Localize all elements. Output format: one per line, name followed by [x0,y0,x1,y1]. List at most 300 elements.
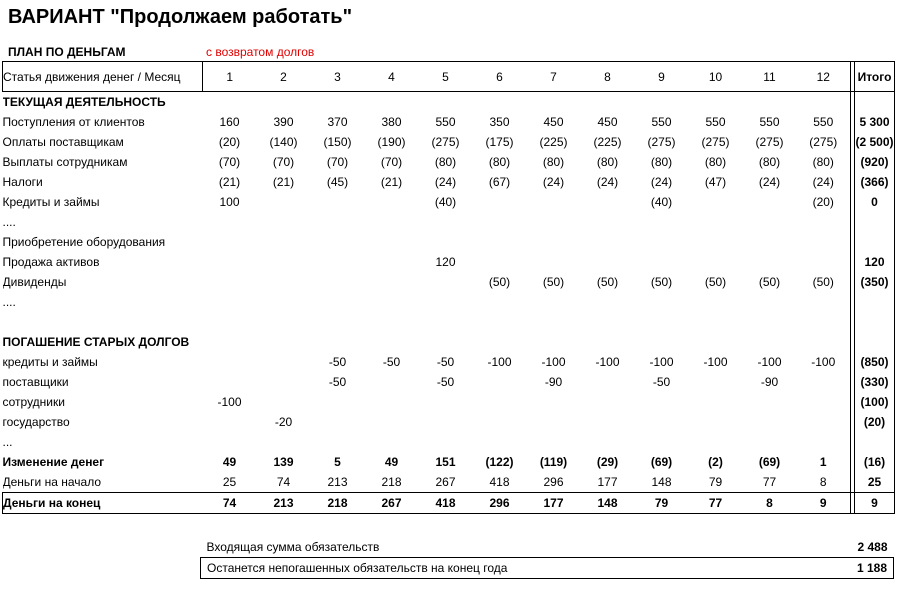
month-cell [473,292,527,312]
table-row [3,92,895,113]
table-row [3,252,895,272]
summary-label: Останется непогашенных обязательств на конец года [201,558,822,579]
month-cell: 139 [273,455,294,469]
month-cell [203,312,257,332]
header-label: Статья движения денег / Месяц [3,62,203,92]
month-cell [689,232,743,252]
month-cell: (50) [704,275,727,289]
month-cell [743,412,797,432]
month-cell: (70) [326,155,349,169]
row-label: сотрудники [2,395,65,409]
month-cell: (21) [272,175,295,189]
table-row [3,212,895,232]
month-cell [311,292,365,312]
row-label: Кредиты и займы [2,195,100,209]
month-cell: (67) [488,175,511,189]
month-cell [257,192,311,212]
total-cell [855,292,895,312]
month-cell [797,332,851,352]
header-month: 8 [581,62,635,92]
month-cell [203,212,257,232]
table-row [3,272,895,292]
month-cell: -50 [652,375,671,389]
plan-label: ПЛАН ПО ДЕНЬГАМ [8,45,126,59]
month-cell: (119) [539,455,568,469]
month-cell: 100 [219,195,240,209]
month-cell [797,232,851,252]
month-cell [311,432,365,452]
row-label: ПОГАШЕНИЕ СТАРЫХ ДОЛГОВ [2,335,190,349]
table-row [3,152,895,172]
month-cell: (275) [755,135,784,149]
month-cell: 296 [543,475,564,489]
month-cell [581,252,635,272]
month-cell [581,432,635,452]
month-cell: (80) [542,155,565,169]
total-cell: (100) [855,392,895,412]
month-cell: (40) [434,195,457,209]
month-cell [257,212,311,232]
month-cell: 160 [219,115,240,129]
month-cell [365,192,419,212]
month-cell [203,412,257,432]
month-cell: (80) [758,155,781,169]
total-cell: (850) [855,352,895,372]
month-cell: (50) [488,275,511,289]
month-cell [473,372,527,392]
month-cell: (150) [323,135,352,149]
month-cell: 148 [581,493,635,514]
month-cell [419,272,473,292]
month-cell [527,212,581,232]
table-header-row [3,62,895,92]
row-label: поставщики [2,375,69,389]
month-cell [365,432,419,452]
month-cell [257,272,311,292]
month-cell [473,412,527,432]
month-cell [527,312,581,332]
month-cell: (190) [377,135,406,149]
month-cell: (70) [218,155,241,169]
month-cell [203,232,257,252]
month-cell [797,372,851,392]
month-cell [257,252,311,272]
month-cell [581,232,635,252]
month-cell [743,232,797,252]
month-cell [473,252,527,272]
month-cell: (80) [596,155,619,169]
month-cell [743,332,797,352]
month-cell [473,392,527,412]
month-cell: -100 [703,355,728,369]
month-cell: (24) [434,175,457,189]
month-cell: 267 [365,493,419,514]
month-cell: (21) [380,175,403,189]
table-row [3,172,895,192]
month-cell [257,312,311,332]
table-row [3,352,895,372]
total-cell: 9 [855,493,895,514]
row-label: государство [2,415,70,429]
month-cell: 177 [527,493,581,514]
header-month: 12 [797,62,851,92]
month-cell [419,432,473,452]
month-cell: -50 [328,375,347,389]
row-label: .... [2,215,16,229]
row-label: Приобретение оборудования [2,235,166,249]
month-cell [743,432,797,452]
month-cell [365,312,419,332]
month-cell: -100 [595,355,620,369]
month-cell [473,192,527,212]
month-cell [581,412,635,432]
month-cell [203,292,257,312]
month-cell: 380 [381,115,402,129]
month-cell: (20) [218,135,241,149]
month-cell [527,192,581,212]
table-row [3,432,895,452]
month-cell [419,332,473,352]
month-cell: (275) [701,135,730,149]
table-row [3,472,895,493]
month-cell: 120 [435,255,456,269]
month-cell [365,252,419,272]
month-cell: (40) [650,195,673,209]
month-cell: 370 [327,115,348,129]
month-cell [581,392,635,412]
row-label: Налоги [2,175,43,189]
month-cell [311,192,365,212]
month-cell: (50) [758,275,781,289]
table-row [3,372,895,392]
month-cell: 8 [743,493,797,514]
month-cell: (122) [485,455,514,469]
month-cell [581,192,635,212]
month-cell: 8 [819,475,827,489]
table-row [3,493,895,514]
summary-row [201,537,894,558]
month-cell: (69) [758,455,781,469]
month-cell: 418 [419,493,473,514]
month-cell: (80) [488,155,511,169]
month-cell [419,292,473,312]
month-cell: 177 [597,475,618,489]
month-cell [527,432,581,452]
month-cell [527,232,581,252]
summary-value: 1 188 [821,558,894,579]
month-cell: (50) [542,275,565,289]
table-row [3,192,895,212]
row-label: .... [2,295,16,309]
total-cell: 0 [855,192,895,212]
month-cell [689,92,743,113]
month-cell: (275) [647,135,676,149]
month-cell: 296 [473,493,527,514]
month-cell [311,332,365,352]
month-cell: -100 [757,355,782,369]
header-month: 6 [473,62,527,92]
month-cell [473,232,527,252]
table-row [3,332,895,352]
month-cell: -100 [649,355,674,369]
row-label: ТЕКУЩАЯ ДЕЯТЕЛЬНОСТЬ [2,95,166,109]
row-label: Изменение денег [2,455,105,469]
month-cell [743,92,797,113]
month-cell: (275) [431,135,460,149]
month-cell [365,92,419,113]
month-cell [203,252,257,272]
row-label: Дивиденды [2,275,67,289]
month-cell [797,312,851,332]
month-cell: (24) [812,175,834,189]
month-cell: (24) [758,175,781,189]
month-cell [635,392,689,412]
month-cell: (275) [809,135,838,149]
month-cell [311,232,365,252]
month-cell: (80) [650,155,673,169]
table-row [3,232,895,252]
month-cell [365,272,419,292]
month-cell: (70) [380,155,403,169]
total-cell: (366) [855,172,895,192]
summary-value: 2 488 [857,540,888,554]
month-cell [311,392,365,412]
month-cell: (69) [650,455,673,469]
total-cell: (20) [855,412,895,432]
header-month: 5 [419,62,473,92]
month-cell [689,412,743,432]
month-cell: -100 [217,395,242,409]
month-cell [365,212,419,232]
month-cell [635,232,689,252]
total-cell: 120 [855,252,895,272]
month-cell [797,432,851,452]
month-cell [797,392,851,412]
month-cell: 550 [705,115,726,129]
month-cell [635,212,689,232]
month-cell: (80) [812,155,834,169]
month-cell [311,312,365,332]
month-cell [257,352,311,372]
total-cell [855,332,895,352]
month-cell [743,192,797,212]
month-cell [635,252,689,272]
month-cell: (47) [704,175,727,189]
month-cell: (24) [542,175,565,189]
month-cell [689,292,743,312]
month-cell: 267 [435,475,456,489]
row-label: ... [2,435,13,449]
month-cell: (175) [485,135,514,149]
month-cell [203,92,257,113]
month-cell: 5 [334,455,341,469]
month-cell [311,272,365,292]
month-cell: (50) [812,275,834,289]
month-cell: 550 [651,115,672,129]
month-cell [527,92,581,113]
cashflow-table [2,61,895,514]
header-month: 11 [743,62,797,92]
table-row [3,132,895,152]
month-cell [581,92,635,113]
header-month: 10 [689,62,743,92]
month-cell [203,272,257,292]
month-cell [743,392,797,412]
month-cell: 550 [813,115,834,129]
month-cell [203,332,257,352]
month-cell [635,412,689,432]
total-cell [855,312,895,332]
month-cell [689,212,743,232]
month-cell: 79 [635,493,689,514]
month-cell: (2) [708,455,723,469]
month-cell [527,332,581,352]
month-cell [581,332,635,352]
month-cell [419,212,473,232]
month-cell: -20 [274,415,293,429]
month-cell: -100 [541,355,566,369]
month-cell [419,412,473,432]
month-cell [473,92,527,113]
month-cell: 450 [597,115,618,129]
month-cell: -100 [487,355,512,369]
month-cell: 550 [435,115,456,129]
month-cell [743,292,797,312]
month-cell: 418 [489,475,510,489]
month-cell [203,432,257,452]
month-cell [797,412,851,432]
month-cell [473,432,527,452]
month-cell [311,92,365,113]
month-cell [311,412,365,432]
month-cell [419,392,473,412]
month-cell: -100 [811,355,836,369]
header-month: 9 [635,62,689,92]
total-cell: (2 500) [855,132,895,152]
month-cell: (45) [326,175,349,189]
month-cell [635,332,689,352]
month-cell [797,212,851,232]
month-cell: 350 [489,115,510,129]
month-cell [689,192,743,212]
month-cell: (50) [650,275,673,289]
table-row [3,112,895,132]
row-label: кредиты и займы [2,355,98,369]
plan-note: с возвратом долгов [206,45,315,59]
row-label: Оплаты поставщикам [2,135,124,149]
month-cell [581,212,635,232]
month-cell [527,252,581,272]
month-cell: 49 [222,455,237,469]
month-cell [689,252,743,272]
month-cell [581,372,635,392]
month-cell [257,292,311,312]
month-cell [635,92,689,113]
month-cell [257,392,311,412]
month-cell: -90 [760,375,779,389]
total-cell: (330) [855,372,895,392]
row-label [3,312,203,332]
month-cell [257,232,311,252]
table-row [3,392,895,412]
month-cell: -50 [436,355,455,369]
month-cell [419,92,473,113]
total-cell [855,92,895,113]
month-cell: -50 [328,355,347,369]
total-cell [855,432,895,452]
total-cell: (920) [855,152,895,172]
header-month: 4 [365,62,419,92]
month-cell: (24) [650,175,673,189]
month-cell [527,392,581,412]
header-month: 3 [311,62,365,92]
month-cell [743,312,797,332]
month-cell [581,292,635,312]
month-cell [635,432,689,452]
total-cell: (16) [855,452,895,472]
month-cell: 390 [273,115,294,129]
month-cell: 1 [819,455,827,469]
header-total: Итого [855,62,895,92]
month-cell [365,412,419,432]
header-month: 7 [527,62,581,92]
month-cell: 9 [797,493,851,514]
summary-table [200,537,894,579]
month-cell: (225) [593,135,622,149]
month-cell [689,332,743,352]
month-cell: (29) [596,455,619,469]
table-row [3,412,895,432]
month-cell: (80) [434,155,457,169]
month-cell [365,232,419,252]
row-label: Деньги на начало [2,475,102,489]
month-cell [581,312,635,332]
month-cell: 148 [651,475,672,489]
month-cell [311,212,365,232]
table-row [3,312,895,332]
row-label: Деньги на конец [3,493,203,514]
month-cell: (70) [272,155,295,169]
page-title: ВАРИАНТ "Продолжаем работать" [8,6,353,28]
month-cell [419,312,473,332]
month-cell: (225) [539,135,568,149]
month-cell [743,212,797,232]
month-cell [473,312,527,332]
month-cell [689,432,743,452]
row-label: Продажа активов [2,255,100,269]
month-cell: 77 [762,475,777,489]
month-cell [635,292,689,312]
month-cell: -90 [544,375,563,389]
month-cell [257,332,311,352]
month-cell: (24) [596,175,619,189]
month-cell: 213 [257,493,311,514]
month-cell: 218 [311,493,365,514]
month-cell [203,372,257,392]
total-cell [855,212,895,232]
month-cell [797,292,851,312]
header-month: 1 [203,62,257,92]
month-cell [689,392,743,412]
month-cell [365,292,419,312]
month-cell [743,252,797,272]
month-cell: -50 [436,375,455,389]
month-cell [689,372,743,392]
month-cell [203,352,257,372]
month-cell: (80) [704,155,727,169]
month-cell: (21) [218,175,241,189]
row-label: Поступления от клиентов [2,115,145,129]
